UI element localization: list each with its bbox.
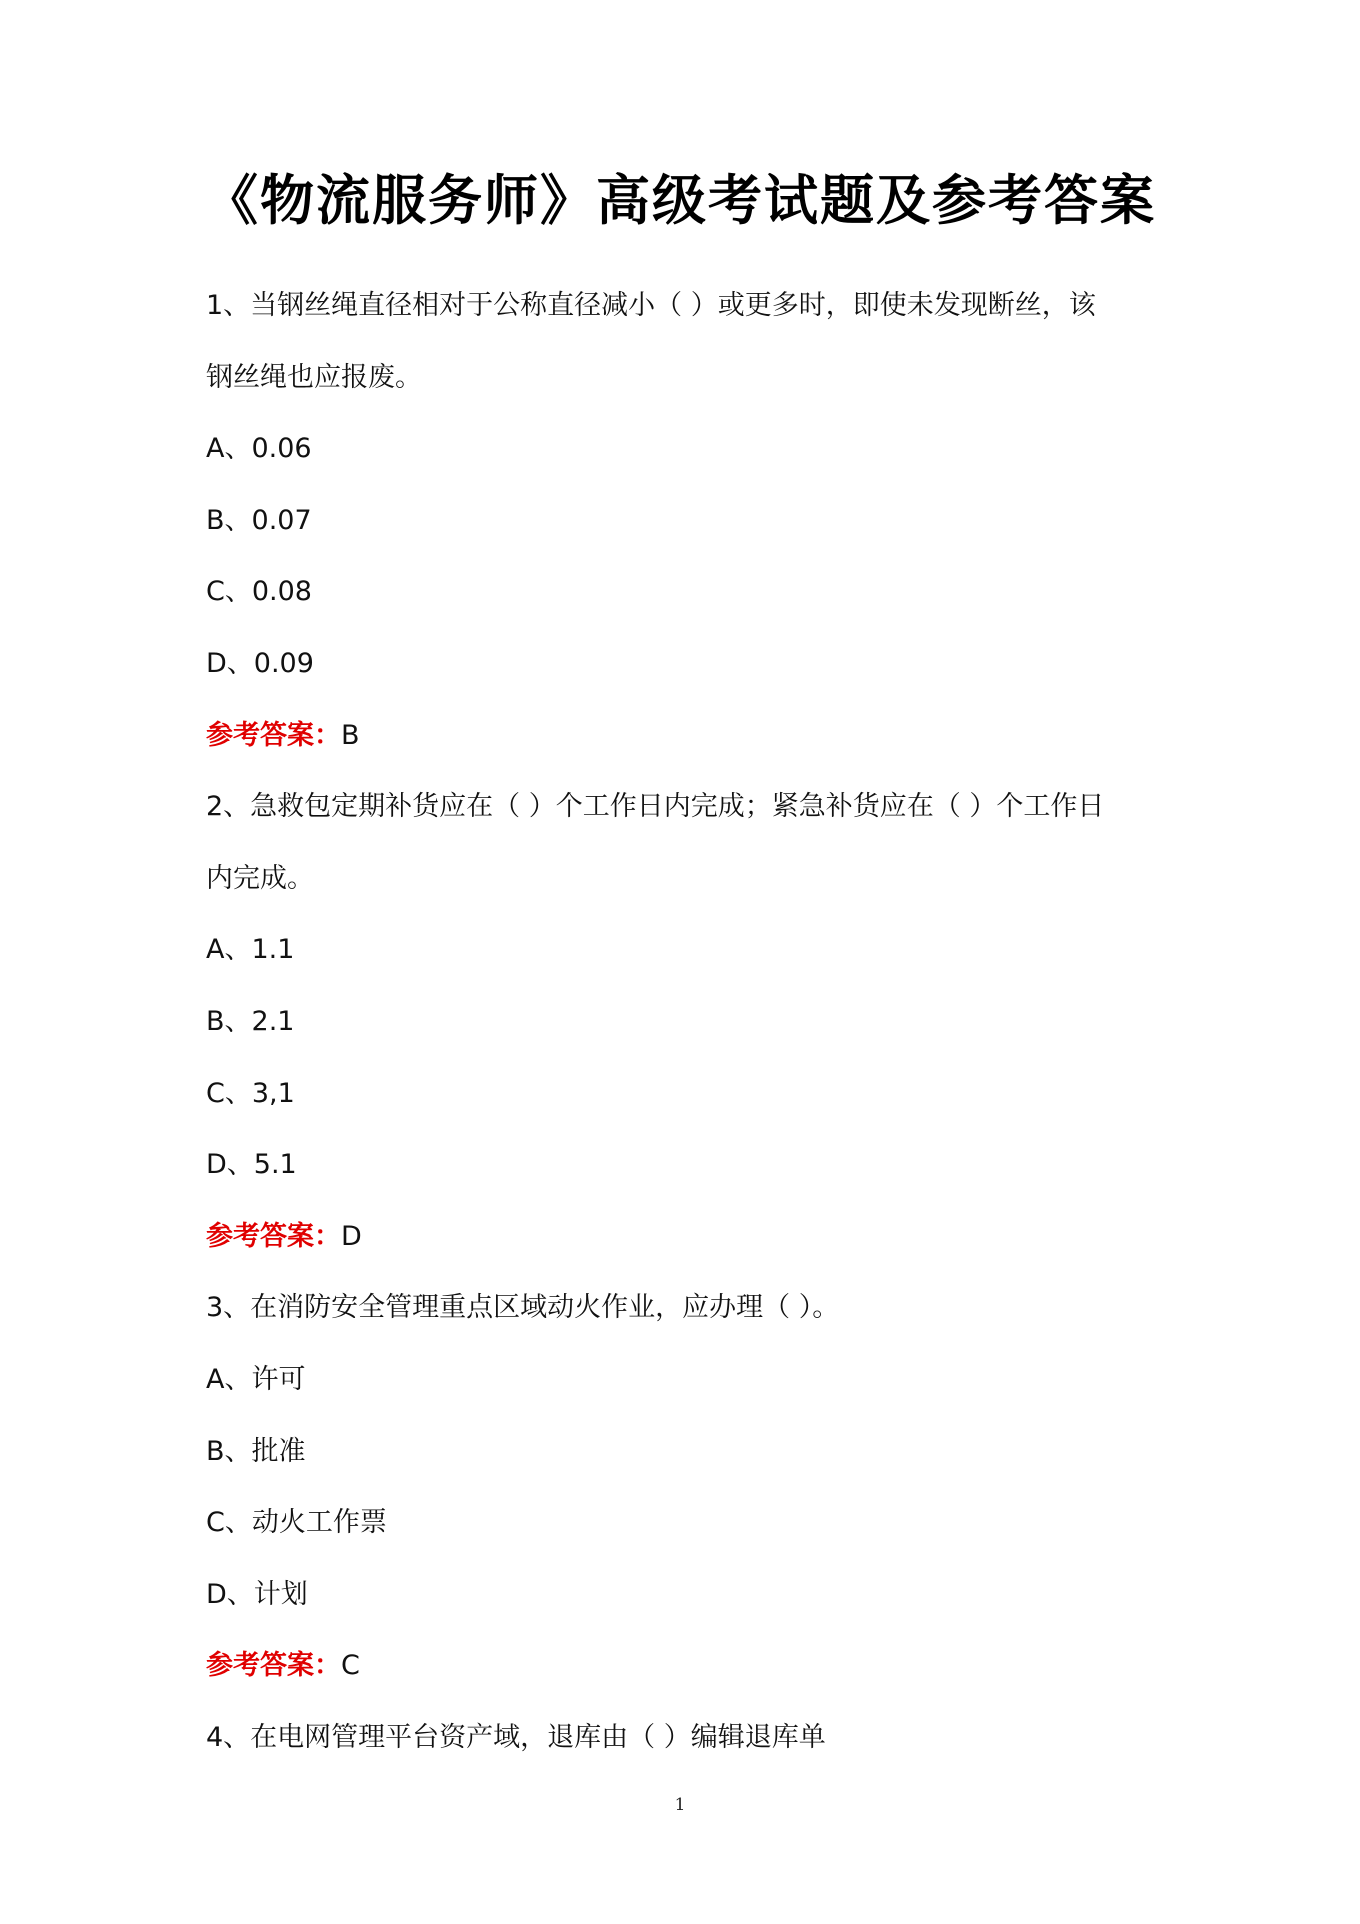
answer-value: D — [341, 1220, 362, 1252]
answer-label: 参考答案： — [206, 719, 341, 751]
option-b: B、0.07 — [206, 504, 312, 536]
option-c: C、动火工作票 — [206, 1507, 387, 1539]
question-4 — [206, 1702, 1166, 1774]
answer-line — [206, 1201, 1166, 1273]
option-d: D、5.1 — [206, 1149, 297, 1181]
option-b: B、批准 — [206, 1435, 306, 1467]
option-a: A、许可 — [206, 1363, 306, 1395]
question-list — [206, 270, 1166, 1773]
question-stem-line: 2、急救包定期补货应在（ ）个工作日内完成；紧急补货应在（ ）个工作日 — [206, 791, 1105, 823]
answer-label: 参考答案： — [206, 1220, 341, 1252]
question-stem-line: 内完成。 — [206, 862, 314, 894]
document-title: 《物流服务师》高级考试题及参考答案 — [204, 168, 1156, 232]
option-c: C、0.08 — [206, 576, 312, 608]
question-stem-line: 钢丝绳也应报废。 — [206, 361, 422, 393]
option-a: A、0.06 — [206, 433, 312, 465]
question-2 — [206, 771, 1166, 1272]
answer-value: B — [341, 719, 360, 751]
page-number: 1 — [674, 1795, 686, 1815]
question-stem-line: 3、在消防安全管理重点区域动火作业，应办理（ ）。 — [206, 1292, 840, 1324]
option-b: B、2.1 — [206, 1005, 295, 1037]
answer-value: C — [341, 1650, 360, 1682]
option-d: D、计划 — [206, 1578, 308, 1610]
question-stem-line: 1、当钢丝绳直径相对于公称直径减小（ ）或更多时，即使未发现断丝，该 — [206, 290, 1096, 321]
question-3 — [206, 1272, 1166, 1702]
answer-label: 参考答案： — [206, 1650, 341, 1682]
option-a: A、1.1 — [206, 934, 295, 966]
answer-line — [206, 700, 1166, 772]
answer-line — [206, 1630, 1166, 1702]
option-c: C、3,1 — [206, 1077, 295, 1109]
option-d: D、0.09 — [206, 647, 314, 679]
question-stem-line: 4、在电网管理平台资产域，退库由（ ）编辑退库单 — [206, 1721, 826, 1753]
question-1 — [206, 270, 1166, 771]
